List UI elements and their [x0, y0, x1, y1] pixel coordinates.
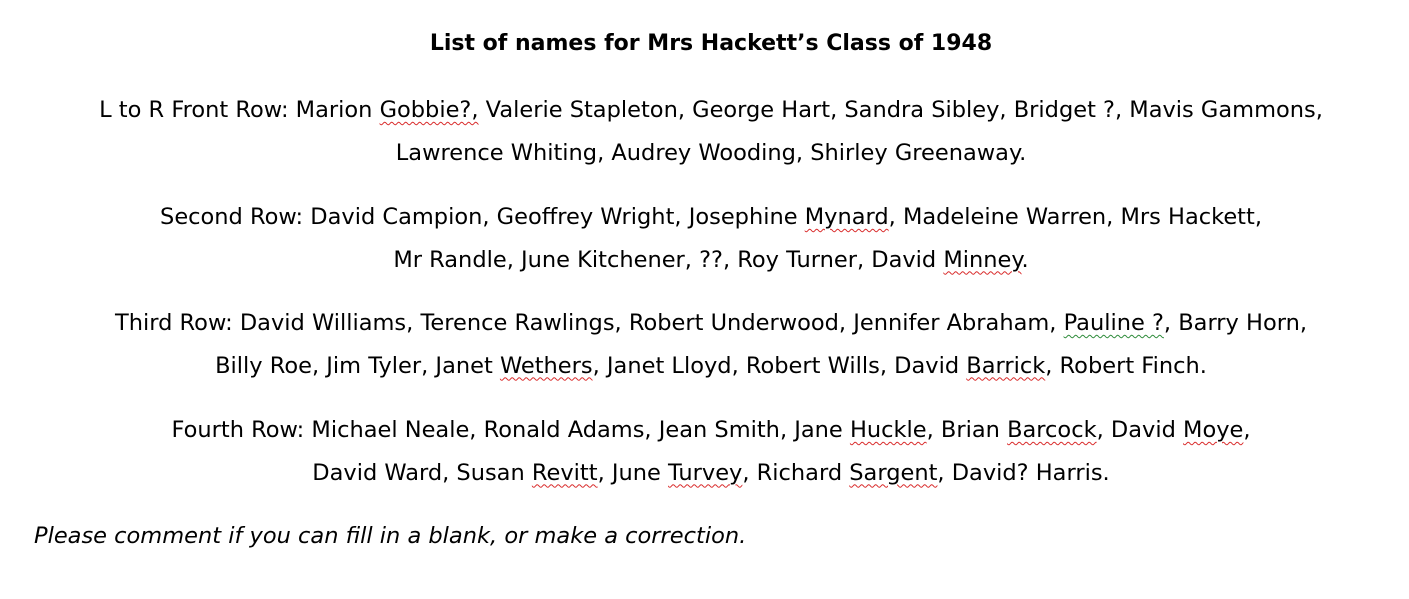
paragraph-line: Third Row: David Williams, Terence Rawlings, Robert Underwood, Jennifer Abraham, Pauline ?, Barry Horn, — [115, 310, 1307, 336]
misspelled-word: Sargent — [849, 459, 938, 486]
paragraph-line: Billy Roe, Jim Tyler, Janet Wethers, Janet Lloyd, Robert Wills, David Barrick, Robert Finch. — [215, 352, 1207, 379]
comment-request-note: Please comment if you can fill in a blank, or make a correction. — [34, 523, 747, 549]
paragraph-line: Fourth Row: Michael Neale, Ronald Adams, Jean Smith, Jane Huckle, Brian Barcock, David Moye, — [171, 417, 1251, 443]
misspelled-word: Moye — [1183, 417, 1244, 443]
paragraph-line: Mr Randle, June Kitchener, ??, Roy Turner, David Minney. — [393, 246, 1029, 273]
misspelled-word: Turvey — [668, 459, 743, 486]
paragraph-line: Lawrence Whiting, Audrey Wooding, Shirley Greenaway. — [395, 139, 1027, 166]
paragraph-line: L to R Front Row: Marion Gobbie?, Valerie Stapleton, George Hart, Sandra Sibley, Bridget ?, Mavis Gammons, — [99, 97, 1323, 123]
misspelled-word: Barrick — [966, 352, 1046, 379]
grammar-flagged-word: Pauline ? — [1063, 310, 1164, 336]
paragraph-line: Second Row: David Campion, Geoffrey Wright, Josephine Mynard, Madeleine Warren, Mrs Hackett, — [160, 204, 1262, 230]
document-title: List of names for Mrs Hackett’s Class of 1948 — [429, 31, 993, 56]
misspelled-word: Revitt — [531, 459, 598, 486]
misspelled-word: Barcock — [1007, 417, 1097, 443]
fourth-row-paragraph — [0, 409, 1409, 494]
third-row-paragraph — [0, 302, 1409, 387]
second-row-paragraph — [0, 196, 1409, 281]
misspelled-word: Wethers — [499, 352, 593, 379]
misspelled-word: Minney — [943, 246, 1022, 273]
front-row-paragraph — [0, 89, 1409, 174]
paragraph-line: David Ward, Susan Revitt, June Turvey, Richard Sargent, David? Harris. — [312, 459, 1110, 486]
misspelled-word: Gobbie?, — [379, 97, 479, 123]
misspelled-word: Mynard — [804, 204, 889, 230]
misspelled-word: Huckle — [849, 417, 927, 443]
